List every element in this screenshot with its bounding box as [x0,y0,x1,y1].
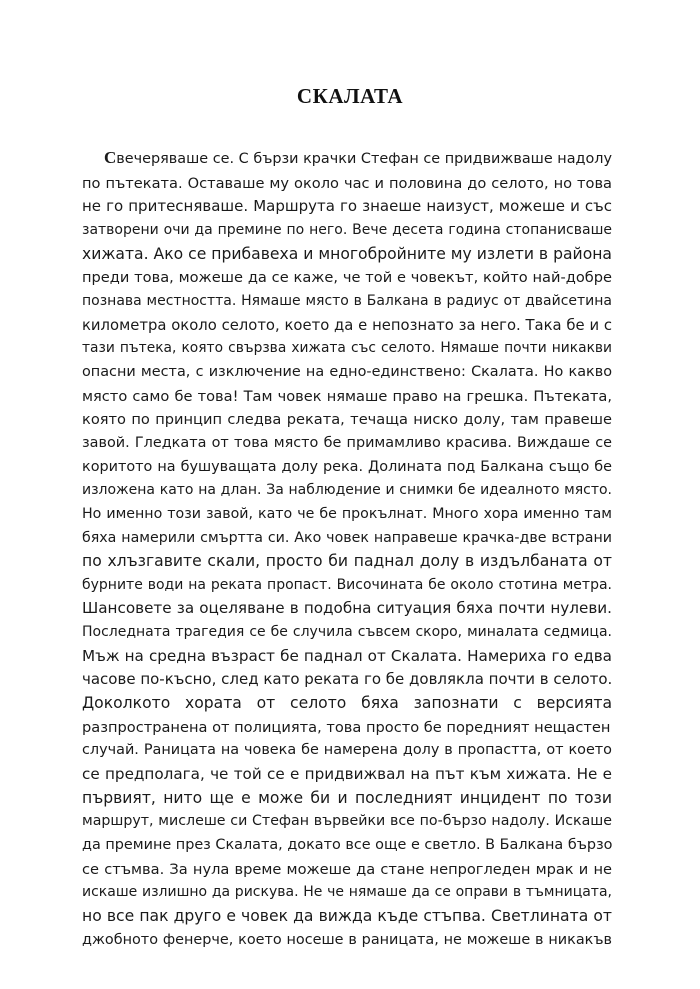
text-line: километра около селото, което да е непознато за него. Така бе и с [82,316,612,334]
text-line: искаше излишно да рискува. Не че нямаше да се оправи в тъмницата, [82,884,612,901]
text-line: се предполага, че той се е придвижвал на път към хижата. Не е [82,765,612,784]
text-line: се стъмва. За нула време можеше да стане непрогледен мрак и не [82,860,612,878]
body-text [82,146,612,952]
text-line: да премине през Скалата, докато все още е светло. В Балкана бързо [82,837,612,854]
text-line: която по принцип следва реката, течаща ниско долу, там правеше [82,411,612,429]
text-line: затворени очи да премине по него. Вече десета година стопанисваше [82,221,612,238]
text-line: опасни места, с изключение на едно-единствено: Скалата. Но какво [82,363,612,380]
text-line: Доколкото хората от селото бяха запознати с версията [82,694,612,713]
text-line: хижата. Ако се прибавеха и многобройните му излети в района [82,244,612,263]
text-line-1-rest: вечеряваше се. С бързи крачки Стефан се придвижваше надолу [116,151,612,167]
text-line-1 [82,146,612,172]
text-line: бяха намерили смъртта си. Ако човек направеше крачка-две встрани [82,529,612,546]
text-line: място само бе това! Там човек нямаше право на грешка. Пътеката, [82,387,612,405]
text-line: по хлъзгавите скали, просто би паднал долу в издълбаната от [82,552,612,571]
text-line: разпространена от полицията, това просто бе поредният нещастен [82,718,611,736]
text-line: тази пътека, която свързва хижата със селото. Нямаше почти никакви [82,340,612,357]
drop-cap: С [104,148,117,167]
text-line: джобното фенерче, което носеше в раницата, не можеше в никакъв [82,931,612,948]
text-line: часове по-късно, след като реката го бе довлякла почти в селото. [82,670,612,689]
text-line: не го притесняваше. Маршрута го знаеше наизуст, можеше и със [82,197,612,216]
text-line: преди това, можеше да се каже, че той е човекът, който най-добре [82,269,612,287]
text-line: Мъж на средна възраст бе паднал от Скалата. Намериха го едва [82,646,612,665]
text-line: завой. Гледката от това място бе примамливо красива. Виждаше се [82,434,612,451]
text-line: Но именно този завой, като че бе прокълнат. Много хора именно там [82,505,612,522]
text-line: първият, нито ще е може би и последният инцидент по този [82,788,612,807]
text-line: Шансовете за оцеляване в подобна ситуация бяха почти нулеви. [82,599,612,618]
text-line: но все пак друго е човек да вижда къде стъпва. Светлината от [82,907,612,925]
text-line: маршрут, мислеше си Стефан вървейки все по-бързо надолу. Искаше [82,813,612,830]
text-line: изложена като на длан. За наблюдение и снимки бе идеалното място. [82,482,612,499]
text-line: коритото на бушуващата долу река. Долината под Балкана също бе [82,458,612,475]
text-line: бурните води на реката пропаст. Височината бе около стотина метра. [82,576,612,593]
text-line: по пътеката. Оставаше му около час и половина до селото, но това [82,174,612,192]
page-title: СКАЛАТА [296,84,404,108]
text-line: познава местността. Нямаше място в Балкана в радиус от двайсетина [82,292,612,309]
text-line: Последната трагедия се бе случила съвсем скоро, миналата седмица. [82,624,612,641]
text-line: случай. Раницата на човека бе намерена долу в пропастта, от което [82,742,612,759]
